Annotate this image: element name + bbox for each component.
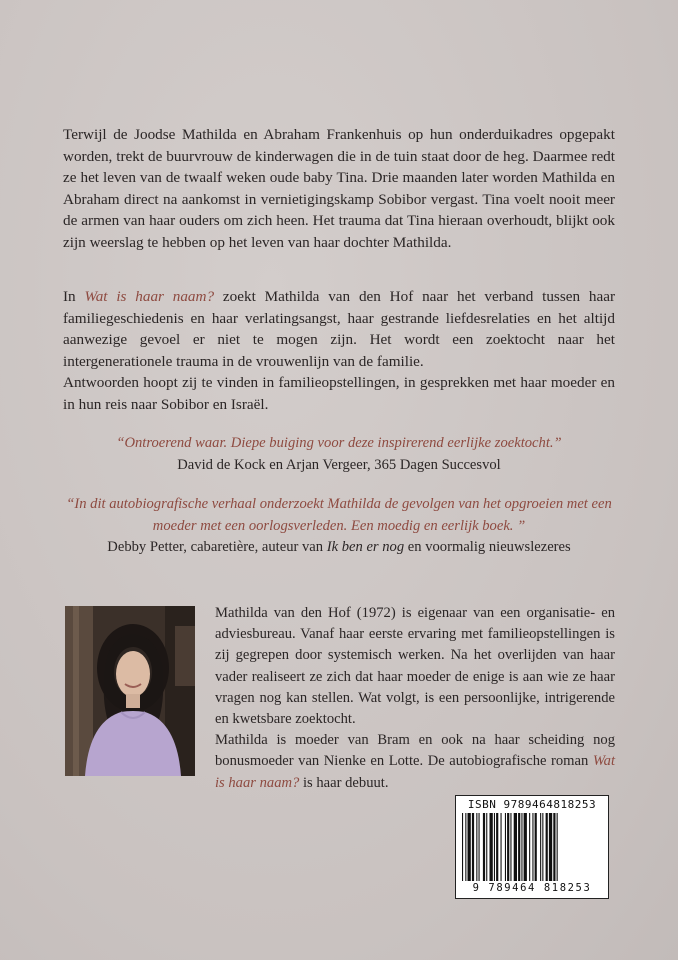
- isbn-label: ISBN 9789464818253: [467, 798, 597, 811]
- attribution-prefix: Debby Petter, cabaretière, auteur van: [107, 539, 327, 555]
- search-paragraph: [63, 286, 615, 416]
- bio-book-title: Wat is haar naam?: [215, 753, 615, 791]
- quote-text: “In dit autobiografische verhaal onderzoekt Mathilda de gevolgen van het opgroeien met een moeder met een oorlogsverleden. Een moedig en eerlijk boek. ”: [66, 496, 612, 534]
- review-quote-1: [40, 433, 638, 476]
- bio-paragraph-1: Mathilda van den Hof (1972) is eigenaar van een organisatie- en adviesbureau. Vanaf haar eerste ervaring met familieopstellingen is zij gegrepen door systemisch werken. Na het overlijden van haar vader realiseert ze zich dat haar moeder de enige is aan wie ze haar vragen nog kan stellen. Wat volgt, is een persoonlijke, intrigerende en kwetsbare zoektocht.: [215, 605, 615, 728]
- search-line-2: Antwoorden hoopt zij te vinden in familieopstellingen, in gesprekken met haar moeder en in hun reis naar Sobibor en Israël.: [63, 374, 615, 413]
- intro-paragraph: Terwijl de Joodse Mathilda en Abraham Frankenhuis op hun onderduikadres opgepakt worden, trekt de buurvrouw de kinderwagen die in de tuin staat door de heg. Daarmee redt ze het leven van de twaalf weken oude baby Tina. Drie maanden later worden Mathilda en Abraham direct na aankomst in vernietigingskamp Sobibor vergast. Tina voelt nooit meer de armen van haar ouders om zich heen. Het trauma dat Tina hieraan overhoudt, blijkt ook zijn weerslag te hebben op het leven van haar dochter Mathilda.: [63, 126, 615, 251]
- search-prefix: In: [63, 288, 85, 305]
- attribution-suffix: en voormalig nieuwslezeres: [404, 539, 571, 555]
- attribution-book-title: Ik ben er nog: [326, 539, 405, 555]
- isbn-barcode: [455, 795, 609, 899]
- barcode-bars: [462, 813, 602, 881]
- barcode-digits: 9 789464 818253: [472, 882, 592, 894]
- author-photo: [65, 606, 195, 776]
- review-quote-2: [40, 494, 638, 559]
- quote-attribution: David de Kock en Arjan Vergeer, 365 Dagen Succesvol: [177, 456, 501, 473]
- quote-attribution: [40, 537, 638, 559]
- author-bio: [215, 603, 615, 794]
- bio-paragraph-2: Mathilda is moeder van Bram en ook na haar scheiding nog bonusmoeder van Nienke en Lotte. De autobiografische roman: [215, 732, 615, 770]
- book-title-inline: Wat is haar naam?: [84, 288, 215, 305]
- search-rest: zoekt Mathilda van den Hof naar het verband tussen haar familiegeschiedenis en haar verlatingsangst, haar gestrande liefdesrelaties en het altijd aanwezige gevoel er niet te mogen zijn. Het wordt een zoektocht naar het intergenerationele trauma in de vrouwenlijn van de familie.: [63, 288, 615, 370]
- quote-text: “Ontroerend waar. Diepe buiging voor deze inspirerend eerlijke zoektocht.”: [116, 435, 562, 451]
- bio-paragraph-2-end: is haar debuut.: [299, 774, 389, 791]
